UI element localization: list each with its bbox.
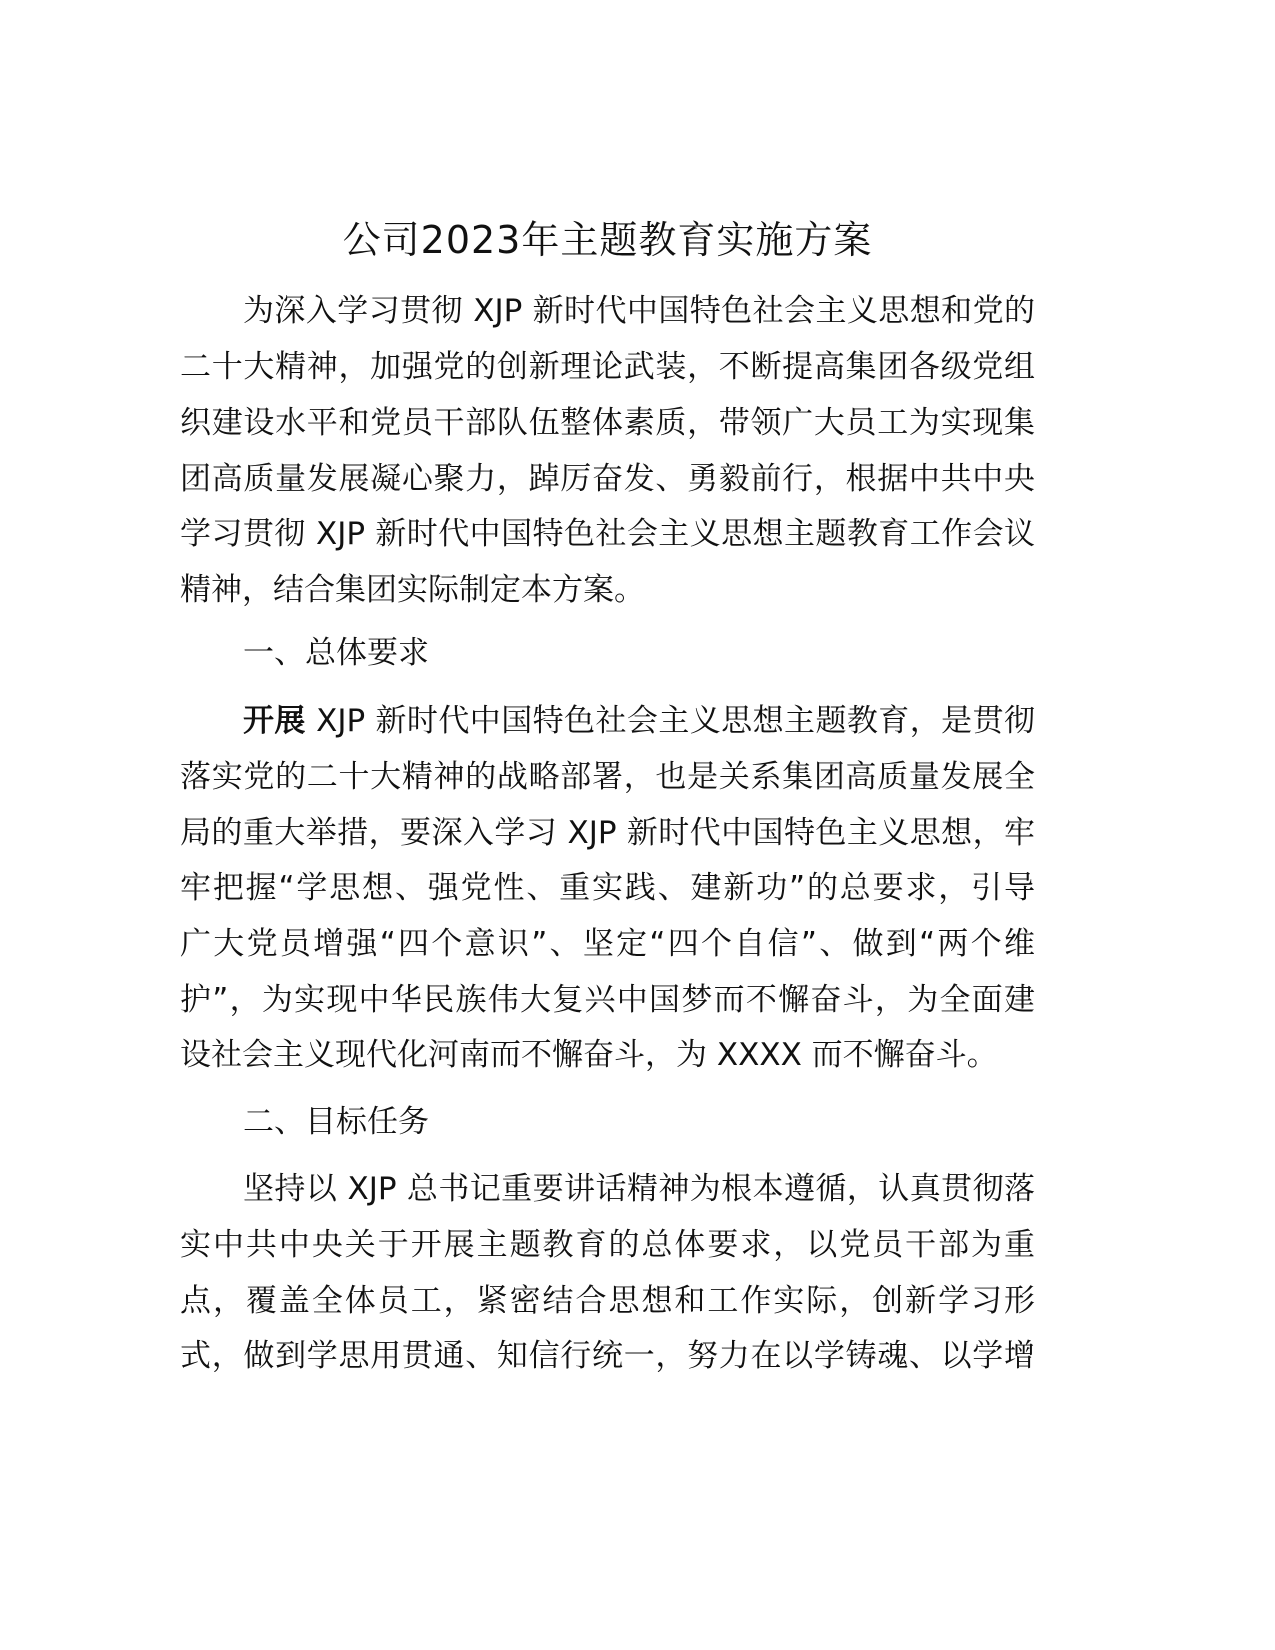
paragraph-line [243,692,1035,750]
paragraph-line: 实中共中央关于开展主题教育的总体要求，以党员干部为重 [180,1227,1035,1263]
paragraph-line: 织建设水平和党员干部队伍整体素质，带领广大员工为实现集 [180,405,1035,441]
paragraph-line: 局的重大举措，要深入学习 XJP 新时代中国特色主义思想，牢 [180,815,1035,851]
paragraph-line: 式，做到学思用贯通、知信行统一，努力在以学铸魂、以学增 [180,1338,1035,1374]
paragraph-line: 二十大精神，加强党的创新理论武装，不断提高集团各级党组 [180,349,1035,385]
paragraph-line: 为深入学习贯彻 XJP 新时代中国特色社会主义思想和党的 [243,293,1035,329]
section-heading: 一、总体要求 [243,635,429,671]
paragraph-line: 点，覆盖全体员工，紧密结合思想和工作实际，创新学习形 [180,1283,1035,1319]
paragraph-line: 落实党的二十大精神的战略部署，也是关系集团高质量发展全 [180,759,1035,795]
paragraph-line: 牢把握“学思想、强党性、重实践、建新功”的总要求，引导 [180,870,1035,906]
paragraph-line: 护”，为实现中华民族伟大复兴中国梦而不懈奋斗，为全面建 [180,982,1035,1018]
paragraph-lead: 开展 [243,703,306,739]
paragraph-line-text: XJP 新时代中国特色社会主义思想主题教育，是贯彻 [305,703,1035,739]
paragraph-line: 设社会主义现代化河南而不懈奋斗，为 XXXX 而不懈奋斗。 [180,1037,998,1073]
paragraph-line: 广大党员增强“四个意识”、坚定“四个自信”、做到“两个维 [180,926,1035,962]
paragraph-line: 学习贯彻 XJP 新时代中国特色社会主义思想主题教育工作会议 [180,516,1035,552]
document-title: 公司2023年主题教育实施方案 [342,218,873,262]
paragraph-line: 精神，结合集团实际制定本方案。 [180,572,645,608]
paragraph-line: 团高质量发展凝心聚力，踔厉奋发、勇毅前行，根据中共中央 [180,461,1035,497]
paragraph-line: 坚持以 XJP 总书记重要讲话精神为根本遵循，认真贯彻落 [243,1171,1035,1207]
section-heading: 二、目标任务 [243,1104,429,1140]
